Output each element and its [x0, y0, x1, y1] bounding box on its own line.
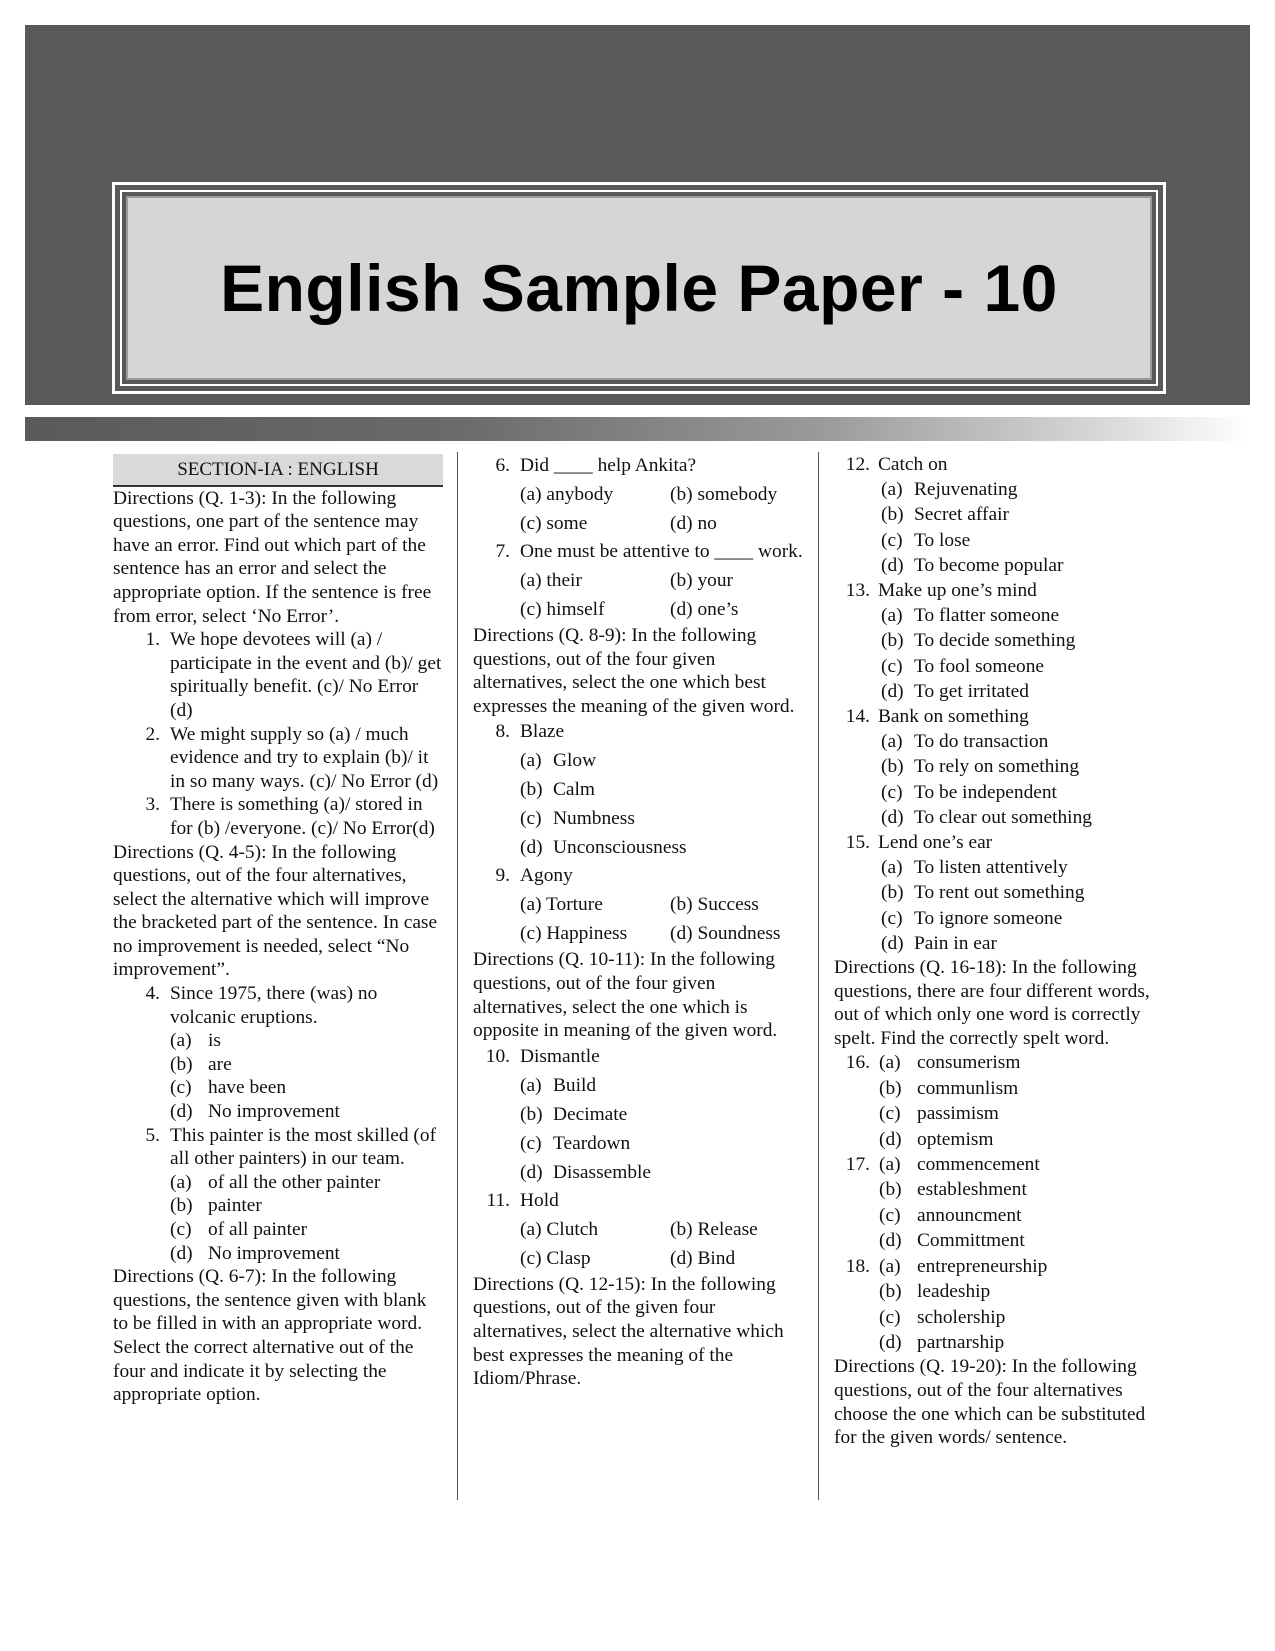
option: (c) To be independent — [881, 781, 1057, 803]
gradient-divider — [25, 417, 1250, 441]
question-16: 16. (a) consumerism — [845, 1052, 1021, 1074]
option: (c) have been — [170, 1077, 287, 1099]
option-row: (c) Clasp (d) Bind — [520, 1247, 736, 1269]
option: (b) estableshment — [879, 1179, 1027, 1201]
column-1 — [113, 452, 443, 1407]
directions-19-20: Directions (Q. 19-20): In the following questions, out of the four alternatives choose the one which can be substituted for the given words/ sentence. — [834, 1356, 1146, 1449]
directions-12-15: Directions (Q. 12-15): In the following questions, out of the given four alternatives, select the alternative which best expresses the meaning of the Idiom/Phrase. — [473, 1273, 784, 1390]
question-13: 13. Make up one’s mind — [834, 578, 1169, 603]
question-text: We might supply so (a) / much evidence and try to explain (b)/ it in so many ways. (c)/ No Error (d) — [170, 723, 439, 792]
paper-title: English Sample Paper - 10 — [220, 251, 1058, 325]
option: (d) Committment — [879, 1230, 1025, 1252]
option: (d) To clear out something — [881, 806, 1092, 828]
option-row: (c) himself (d) one’s — [520, 599, 739, 620]
question-text: This painter is the most skilled (of all other painters) in our team. — [170, 1124, 437, 1170]
option: (d) Pain in ear — [881, 932, 997, 954]
option: (d) partnarship — [879, 1331, 1005, 1353]
option-row: (c) some (d) no — [520, 513, 717, 534]
option: (b) Decimate — [520, 1103, 628, 1125]
option: (b) To rely on something — [881, 756, 1080, 778]
question-text: Catch on — [878, 454, 948, 475]
question-17: 17. (a) commencement — [845, 1154, 1040, 1176]
question-text: One must be attentive to ____ work. — [520, 541, 803, 562]
directions-1-3: Directions (Q. 1-3): In the following questions, one part of the sentence may have an error. Find out which part of the sentence has an error and select the appropriate option. If the sentence is free from error, select ‘No Error’. — [113, 487, 432, 627]
option: (c) scholership — [879, 1306, 1006, 1328]
directions-10-11: Directions (Q. 10-11): In the following questions, out of the four given alternatives, select the one which is opposite in meaning of the given word. — [473, 949, 778, 1042]
option: (d) To get irritated — [881, 680, 1029, 702]
option: (b) painter — [170, 1195, 262, 1217]
section-title: SECTION-IA : ENGLISH — [113, 454, 443, 487]
question-10: 10. Dismantle — [473, 1043, 803, 1071]
question-12: 12. Catch on — [834, 452, 1169, 477]
option: (b) To decide something — [881, 630, 1076, 652]
option: (a) is — [170, 1030, 221, 1052]
question-3: 3. There is something (a)/ stored in for (b) /everyone. (c)/ No Error(d) — [113, 793, 443, 840]
option: (a) To listen attentively — [881, 857, 1068, 879]
title-frame — [112, 182, 1166, 394]
option: (d) optemism — [879, 1128, 994, 1150]
option: (d) Disassemble — [520, 1161, 652, 1183]
option: (b) leadeship — [879, 1281, 991, 1303]
question-text: We hope devotees will (a) / participate in the event and (b)/ get spiritually benefit. (c)/ No Error (d) — [170, 629, 442, 721]
question-text: Since 1975, there (was) no volcanic eruptions. — [170, 983, 378, 1028]
column-divider — [457, 452, 458, 1500]
option-row: (c) Happiness (d) Soundness — [520, 923, 781, 945]
directions-6-7: Directions (Q. 6-7): In the following questions, the sentence given with blank to be filled in with an appropriate word. Select the correct alternative out of the four and indicate it by selecting the appropriate option. — [113, 1266, 427, 1406]
option: (a) Rejuvenating — [881, 479, 1018, 501]
question-text: Did ____ help Ankita? — [520, 455, 697, 476]
option-row: (a) Torture (b) Success — [520, 894, 759, 916]
column-2 — [473, 452, 803, 1391]
question-text: There is something (a)/ stored in for (b) /everyone. (c)/ No Error(d) — [170, 794, 435, 839]
option: (c) To fool someone — [881, 655, 1045, 677]
directions-4-5: Directions (Q. 4-5): In the following questions, out of the four alternatives, select the alternative which will improve the bracketed part of the sentence. In case no improvement is needed, select “No improvement”. — [113, 841, 438, 981]
question-8: 8. Blaze — [473, 718, 803, 746]
question-7: 7. One must be attentive to ____ work. — [473, 538, 803, 566]
question-text: Dismantle — [520, 1045, 600, 1067]
option: (d) No improvement — [170, 1101, 340, 1123]
option: (c) passimism — [879, 1103, 999, 1125]
option: (a) Glow — [520, 750, 597, 772]
question-text: Bank on something — [878, 706, 1029, 728]
question-11: 11. Hold — [473, 1187, 803, 1215]
question-text: Lend one’s ear — [878, 832, 993, 854]
directions-8-9: Directions (Q. 8-9): In the following questions, out of the four given alternatives, select the one which best expresses the meaning of the given word. — [473, 625, 795, 717]
question-text: Agony — [520, 865, 573, 887]
question-text: Hold — [520, 1189, 559, 1211]
option: (b) Calm — [520, 779, 596, 801]
question-6: 6. Did ____ help Ankita? — [473, 452, 803, 480]
column-divider — [818, 452, 819, 1500]
question-15: 15. Lend one’s ear — [834, 830, 1169, 855]
option-row: (a) Clutch (b) Release — [520, 1218, 758, 1240]
question-14: 14. Bank on something — [834, 704, 1169, 729]
directions-16-18: Directions (Q. 16-18): In the following questions, there are four different words, out of which only one word is correctly spelt. Find the correctly spelt word. — [834, 957, 1150, 1049]
column-3 — [834, 452, 1169, 1450]
question-2: 2. We might supply so (a) / much evidence and try to explain (b)/ it in so many ways. (c)/ No Error (d) — [113, 723, 443, 794]
option: (d) Unconsciousness — [520, 837, 687, 859]
option: (c) Teardown — [520, 1132, 631, 1154]
option: (a) To flatter someone — [881, 605, 1060, 627]
option: (d) To become popular — [881, 554, 1064, 576]
option: (c) To ignore someone — [881, 907, 1063, 929]
option: (c) announcment — [879, 1204, 1022, 1226]
option: (a) To do transaction — [881, 731, 1049, 753]
option-row: (a) anybody (b) somebody — [520, 484, 778, 505]
option: (d) No improvement — [170, 1242, 340, 1264]
question-1: 1. We hope devotees will (a) / participate in the event and (b)/ get spiritually benefit. (c)/ No Error (d) — [145, 629, 442, 721]
option: (c) To lose — [881, 529, 971, 551]
option: (b) are — [170, 1053, 232, 1075]
option: (c) Numbness — [520, 808, 635, 830]
question-9: 9. Agony — [473, 862, 803, 890]
option: (a) Build — [520, 1074, 597, 1096]
option-row: (a) their (b) your — [520, 570, 734, 591]
option: (b) communlism — [879, 1077, 1019, 1099]
question-4: 4. Since 1975, there (was) no volcanic eruptions. — [113, 982, 443, 1029]
option: (b) Secret affair — [881, 504, 1009, 526]
question-text: Make up one’s mind — [878, 580, 1037, 602]
question-5: 5. This painter is the most skilled (of all other painters) in our team. — [113, 1124, 443, 1171]
option: (a) of all the other painter — [170, 1171, 381, 1193]
question-text: Blaze — [520, 721, 565, 743]
question-18: 18. (a) entrepreneurship — [845, 1255, 1048, 1277]
option: (b) To rent out something — [881, 882, 1085, 904]
option: (c) of all painter — [170, 1219, 308, 1240]
